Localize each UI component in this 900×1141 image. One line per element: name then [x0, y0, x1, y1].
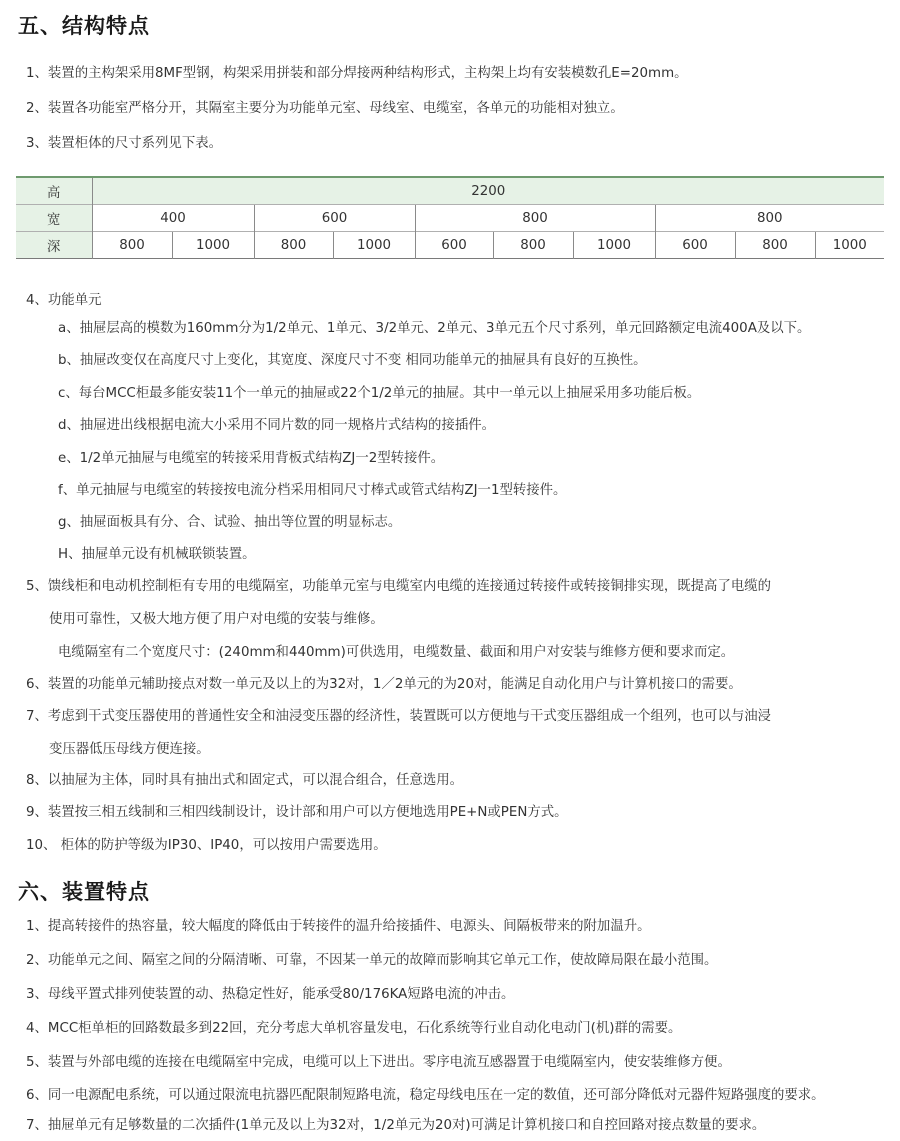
section5-item-10: 10、 柜体的防护等级为IP30、IP40，可以按用户需要选用。 [26, 838, 387, 853]
item4-sub-f: f、单元抽屉与电缆室的转接按电流分档采用相同尺寸棒式或管式结构ZJ一1型转接件。 [58, 483, 567, 498]
section5-item-1: 1、装置的主构架采用8MF型钢，构架采用拼装和部分焊接两种结构形式，主构架上均有安装模数孔E=20mm。 [26, 66, 688, 81]
section5-item-4-title: 4、功能单元 [26, 293, 102, 308]
section6-heading: 六、装置特点 [18, 880, 150, 904]
section6-item-6: 6、同一电源配电系统，可以通过限流电抗器匹配限制短路电流，稳定母线电压在一定的数值，还可部分降低对元器件短路强度的要求。 [26, 1088, 825, 1103]
width-label: 宽 [16, 205, 92, 232]
item4-sub-b: b、抽屉改变仅在高度尺寸上变化，其宽度、深度尺寸不变 相同功能单元的抽屉具有良好的互换性。 [58, 353, 647, 368]
section5-heading: 五、结构特点 [18, 14, 150, 38]
section6-item-5: 5、装置与外部电缆的连接在电缆隔室中完成，电缆可以上下进出。零序电流互感器置于电缆隔室内，使安装维修方便。 [26, 1055, 731, 1070]
depth-cell: 800 [735, 232, 815, 259]
section6-item-4: 4、MCC柜单柜的回路数最多到22回，充分考虑大单机容量发电，石化系统等行业自动化电动门(机)群的需要。 [26, 1021, 682, 1036]
section5-item-7-line2: 变压器低压母线方便连接。 [49, 742, 210, 757]
depth-cell: 800 [92, 232, 172, 259]
item4-sub-c: c、每台MCC柜最多能安装11个一单元的抽屉或22个1/2单元的抽屉。其中一单元以上抽屉采用多功能后板。 [58, 386, 701, 401]
depth-cell: 1000 [815, 232, 884, 259]
depth-cell: 600 [415, 232, 493, 259]
section5-item-5-line3: 电缆隔室有二个宽度尺寸：(240mm和440mm)可供选用，电缆数量、截面和用户对安装与维修方便和要求而定。 [58, 645, 735, 660]
table-row-width [16, 205, 884, 232]
section6-item-1: 1、提高转接件的热容量，较大幅度的降低由于转接件的温升给接插件、电源头、间隔板带来的附加温升。 [26, 919, 651, 934]
depth-cell: 600 [655, 232, 735, 259]
table-row-height [16, 177, 884, 205]
item4-sub-g: g、抽屉面板具有分、合、试验、抽出等位置的明显标志。 [58, 515, 402, 530]
table-row-depth [16, 232, 884, 259]
item4-sub-e: e、1/2单元抽屉与电缆室的转接采用背板式结构ZJ一2型转接件。 [58, 451, 445, 466]
depth-cell: 1000 [172, 232, 254, 259]
section6-item-3: 3、母线平置式排列使装置的动、热稳定性好，能承受80/176KA短路电流的冲击。 [26, 987, 515, 1002]
section5-item-2: 2、装置各功能室严格分开，其隔室主要分为功能单元室、母线室、电缆室，各单元的功能相对独立。 [26, 101, 624, 116]
section5-item-5-line1: 5、馈线柜和电动机控制柜有专用的电缆隔室，功能单元室与电缆室内电缆的连接通过转接件或转接铜排实现，既提高了电缆的 [26, 579, 771, 594]
width-cell: 800 [655, 205, 884, 232]
depth-label: 深 [16, 232, 92, 259]
section6-item-2: 2、功能单元之间、隔室之间的分隔清晰、可靠，不因某一单元的故障而影响其它单元工作，使故障局限在最小范围。 [26, 953, 718, 968]
height-label: 高 [16, 177, 92, 205]
section6-item-7: 7、抽屉单元有足够数量的二次插件(1单元及以上为32对，1/2单元为20对)可满足计算机接口和自控回路对接点数量的要求。 [26, 1118, 766, 1133]
width-cell: 600 [254, 205, 415, 232]
item4-sub-a: a、抽屉层高的模数为160mm分为1/2单元、1单元、3/2单元、2单元、3单元五个尺寸系列，单元回路额定电流400A及以下。 [58, 321, 811, 336]
section5-item-6: 6、装置的功能单元辅助接点对数一单元及以上的为32对，1／2单元的为20对，能满足自动化用户与计算机接口的需要。 [26, 677, 742, 692]
width-cell: 800 [415, 205, 655, 232]
section5-item-9: 9、装置按三相五线制和三相四线制设计，设计部和用户可以方便地选用PE+N或PEN方式。 [26, 805, 568, 820]
cabinet-size-table [16, 176, 884, 259]
section5-item-3: 3、装置柜体的尺寸系列见下表。 [26, 136, 222, 151]
depth-cell: 1000 [333, 232, 415, 259]
depth-cell: 800 [254, 232, 333, 259]
section5-item-5-line2: 使用可靠性，又极大地方便了用户对电缆的安装与维修。 [49, 612, 384, 627]
section5-item-7-line1: 7、考虑到干式变压器使用的普通性安全和油浸变压器的经济性，装置既可以方便地与干式变压器组成一个组列，也可以与油浸 [26, 709, 771, 724]
item4-sub-d: d、抽屉进出线根据电流大小采用不同片数的同一规格片式结构的接插件。 [58, 418, 495, 433]
depth-cell: 1000 [573, 232, 655, 259]
section5-item-8: 8、以抽屉为主体，同时具有抽出式和固定式，可以混合组合，任意选用。 [26, 773, 464, 788]
height-value: 2200 [92, 177, 884, 205]
width-cell: 400 [92, 205, 254, 232]
item4-sub-h: H、抽屉单元设有机械联锁装置。 [58, 547, 256, 562]
depth-cell: 800 [493, 232, 573, 259]
